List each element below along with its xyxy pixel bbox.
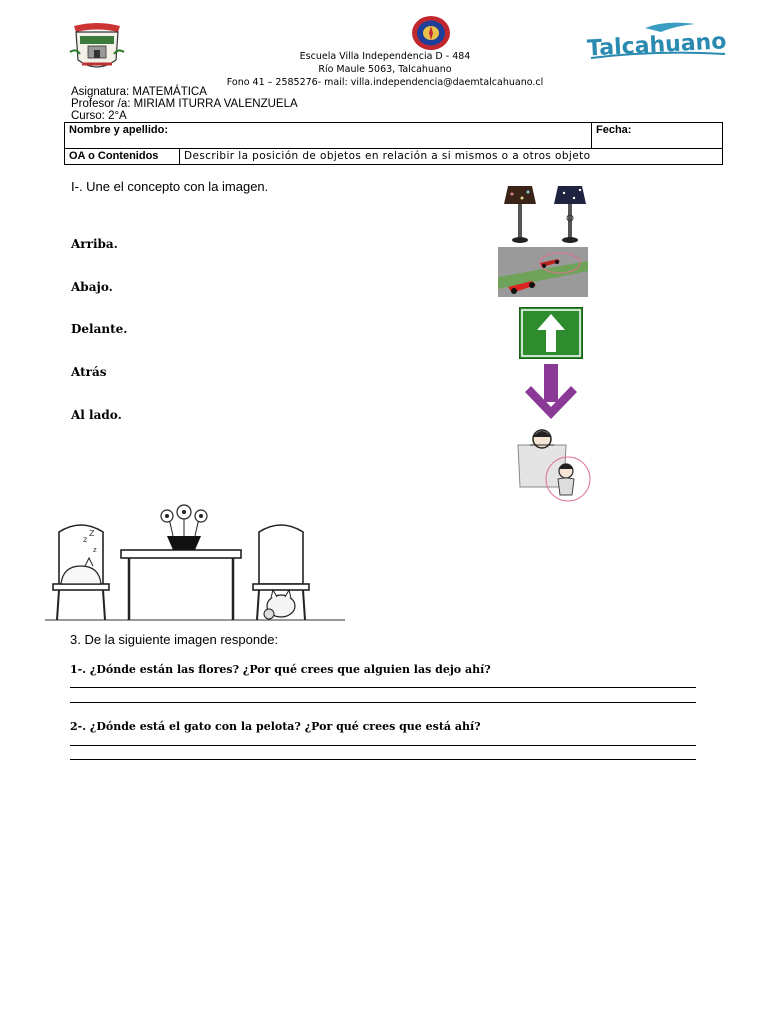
- race-cars-image: [498, 247, 588, 297]
- svg-text:z: z: [93, 546, 97, 554]
- concept-atras: Atrás: [71, 365, 107, 379]
- answer-line-2b[interactable]: [70, 759, 696, 760]
- student-form-table: [64, 122, 723, 165]
- school-contact: Fono 41 – 2585276- mail: villa.independencia@daemtalcahuano.cl: [226, 77, 544, 88]
- question-2: 2-. ¿Dónde está el gato con la pelota? ¿Por qué crees que está ahí?: [70, 720, 481, 733]
- school-header-text: [150, 50, 620, 89]
- date-label: Fecha:: [596, 124, 632, 136]
- name-label: Nombre y apellido:: [69, 124, 169, 136]
- school-name: Escuela Villa Independencia D - 484: [299, 51, 471, 62]
- purple-down-arrow-icon: [520, 362, 582, 422]
- concept-arriba: Arriba.: [71, 237, 118, 251]
- school-address: Río Maule 5063, Talcahuano: [318, 64, 452, 75]
- question-1: 1-. ¿Dónde están las flores? ¿Por qué crees que alguien las dejo ahí?: [70, 663, 491, 676]
- room-scene-image: [45, 500, 345, 624]
- teacher-line: Profesor /a: MIRIAM ITURRA VALENZUELA: [71, 98, 298, 110]
- section1-title: I-. Une el concepto con la imagen.: [71, 179, 269, 194]
- school-crest-logo: [68, 22, 126, 74]
- svg-text:Z: Z: [89, 529, 95, 538]
- concept-delante: Delante.: [71, 322, 128, 336]
- concept-abajo: Abajo.: [71, 280, 113, 294]
- oa-label: OA o Contenidos: [65, 149, 180, 165]
- date-field[interactable]: [592, 123, 723, 149]
- girl-and-box-image: [514, 425, 592, 507]
- svg-text:z: z: [83, 535, 88, 544]
- subject-line: Asignatura: MATEMÁTICA: [71, 86, 207, 98]
- answer-line-1a[interactable]: [70, 687, 696, 688]
- oa-text: Describir la posición de objetos en relación a si mismos o a otros objeto: [180, 149, 723, 165]
- svg-text:Talcahuano: Talcahuano: [586, 29, 727, 62]
- answer-line-1b[interactable]: [70, 702, 696, 703]
- section3-title: 3. De la siguiente imagen responde:: [70, 632, 279, 647]
- course-line: Curso: 2°A: [71, 110, 127, 122]
- concept-al-lado: Al lado.: [71, 408, 122, 422]
- answer-line-2a[interactable]: [70, 745, 696, 746]
- name-field[interactable]: [65, 123, 592, 149]
- school-emblem-logo: [411, 15, 451, 51]
- course-info: [71, 86, 298, 122]
- lamps-image: [500, 184, 595, 244]
- green-up-arrow-icon: [519, 307, 583, 359]
